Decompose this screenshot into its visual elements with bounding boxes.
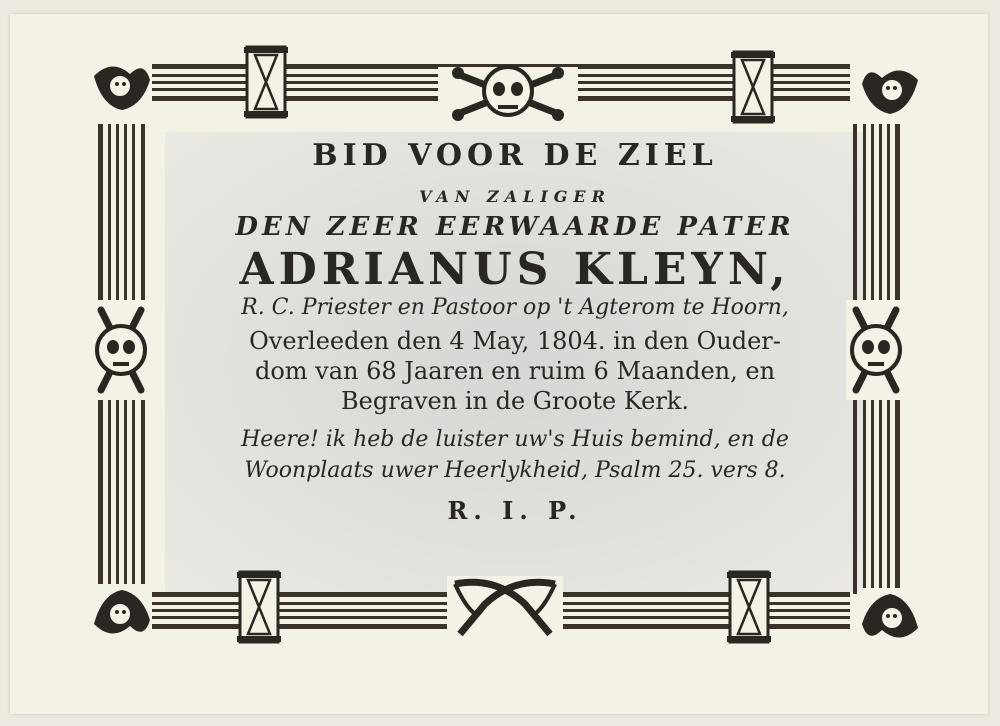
cherub-head-icon: [860, 588, 920, 648]
psalm-line-2: Woonplaats uwer Heerlykheid, Psalm 25. vers 8.: [244, 458, 786, 483]
heading-title: DEN ZEER EERWAARDE PATER: [235, 212, 795, 242]
skull-crossbones-icon: [438, 67, 578, 121]
cherub-head-icon: [92, 584, 152, 644]
hourglass-icon: [244, 47, 288, 117]
heading-van-zaliger: VAN ZALIGER: [419, 187, 611, 206]
deceased-office: R. C. Priester en Pastoor op 't Agterom te Hoorn,: [241, 295, 789, 320]
psalm-line-1: Heere! ik heb de luister uw's Huis bemind, en de: [241, 427, 789, 452]
hourglass-icon: [727, 572, 771, 642]
cherub-head-icon: [860, 60, 920, 120]
deceased-name: ADRIANUS KLEYN,: [239, 244, 791, 295]
death-line-2: dom van 68 Jaaren en ruim 6 Maanden, en: [254, 357, 776, 385]
crossed-scythes-icon: [447, 576, 563, 636]
card-text: [160, 134, 870, 525]
cherub-head-icon: [92, 56, 152, 116]
rip-line: R. I. P.: [447, 496, 583, 525]
skull-crossbones-icon: [91, 300, 151, 400]
mourning-card: [10, 14, 988, 714]
hourglass-icon: [237, 572, 281, 642]
death-line-1: Overleeden den 4 May, 1804. in den Ouder-: [249, 327, 781, 355]
hourglass-icon: [731, 52, 775, 122]
heading-prayer: BID VOOR DE ZIEL: [312, 138, 718, 173]
burial-line: Begraven in de Groote Kerk.: [341, 387, 689, 415]
